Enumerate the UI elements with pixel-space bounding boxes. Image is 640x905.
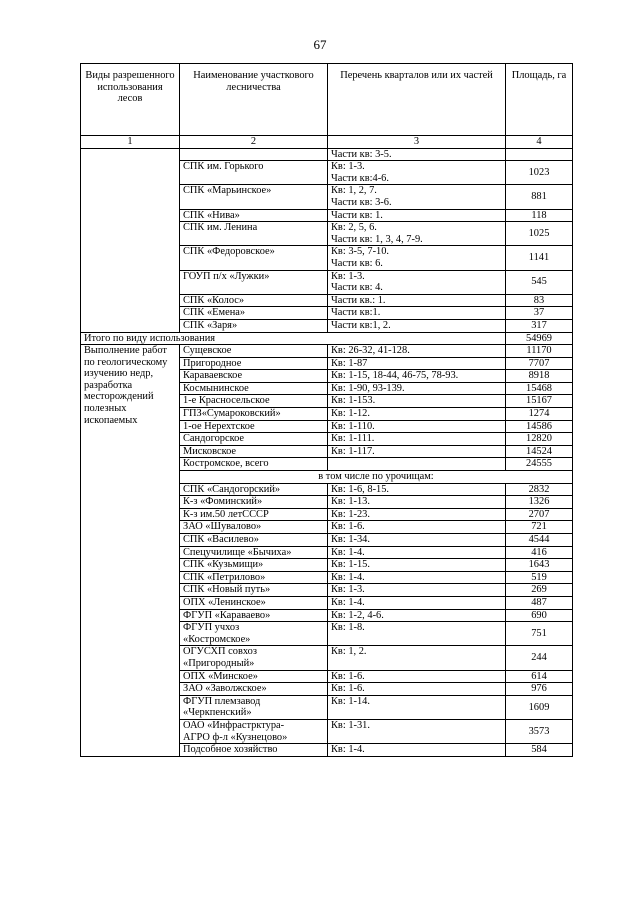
quarters-cell: Кв: 1-4. bbox=[328, 596, 506, 609]
forestry-name-cell: ЗАО «Заволжское» bbox=[180, 683, 328, 696]
area-cell: 24555 bbox=[506, 458, 573, 471]
quarters-cell: Кв: 1-153. bbox=[328, 395, 506, 408]
column-number-row bbox=[81, 136, 573, 149]
area-cell: 545 bbox=[506, 270, 573, 294]
quarters-cell bbox=[328, 458, 506, 471]
area-cell: 8918 bbox=[506, 370, 573, 383]
forestry-name-cell: СПК «Нива» bbox=[180, 209, 328, 222]
quarters-cell: Кв: 1-4. bbox=[328, 546, 506, 559]
forestry-name-cell: СПК «Емена» bbox=[180, 307, 328, 320]
quarters-cell: Кв: 1-110. bbox=[328, 420, 506, 433]
forestry-name-cell: ФГУП племзавод «Черкпенский» bbox=[180, 695, 328, 719]
area-cell: 14586 bbox=[506, 420, 573, 433]
forestry-name-cell: СПК «Петрилово» bbox=[180, 571, 328, 584]
quarters-cell: Кв: 1-6. bbox=[328, 521, 506, 534]
forestry-name-cell: К-з им.50 летСССР bbox=[180, 508, 328, 521]
area-cell: 1326 bbox=[506, 496, 573, 509]
area-cell: 15468 bbox=[506, 382, 573, 395]
quarters-cell: Кв: 1-90, 93-139. bbox=[328, 382, 506, 395]
area-cell: 11170 bbox=[506, 345, 573, 358]
area-cell: 37 bbox=[506, 307, 573, 320]
use-type-cell-continued bbox=[81, 148, 180, 332]
quarters-cell: Кв: 1-111. bbox=[328, 433, 506, 446]
quarters-cell: Кв: 26-32, 41-128. bbox=[328, 345, 506, 358]
quarters-cell: Кв: 3-5, 7-10. Части кв: 6. bbox=[328, 246, 506, 270]
forestry-name-cell: ГПЗ«Сумароковский» bbox=[180, 408, 328, 421]
forestry-name-cell: ОПХ «Ленинское» bbox=[180, 596, 328, 609]
area-cell: 118 bbox=[506, 209, 573, 222]
quarters-cell: Части кв.: 1. bbox=[328, 294, 506, 307]
area-cell: 416 bbox=[506, 546, 573, 559]
header-quarters: Перечень кварталов или их частей bbox=[328, 64, 506, 136]
quarters-cell: Кв: 1-3. Части кв:4-6. bbox=[328, 161, 506, 185]
quarters-cell: Кв: 2, 5, 6. Части кв: 1, 3, 4, 7-9. bbox=[328, 222, 506, 246]
area-cell: 3573 bbox=[506, 719, 573, 743]
column-number: 4 bbox=[506, 136, 573, 149]
area-cell: 690 bbox=[506, 609, 573, 622]
quarters-cell: Кв: 1-4. bbox=[328, 744, 506, 757]
forestry-name-cell: Сущевское bbox=[180, 345, 328, 358]
area-cell: 1025 bbox=[506, 222, 573, 246]
header-area: Площадь, га bbox=[506, 64, 573, 136]
forestry-name-cell: СПК «Колос» bbox=[180, 294, 328, 307]
area-cell: 2707 bbox=[506, 508, 573, 521]
forestry-name-cell: Караваевское bbox=[180, 370, 328, 383]
forest-use-table bbox=[80, 63, 573, 757]
quarters-cell: Кв: 1-117. bbox=[328, 445, 506, 458]
forestry-name-cell: К-з «Фоминский» bbox=[180, 496, 328, 509]
table-row bbox=[81, 148, 573, 161]
forestry-name-cell bbox=[180, 148, 328, 161]
forestry-name-cell: Мисковское bbox=[180, 445, 328, 458]
forestry-name-cell: ЗАО «Шувалово» bbox=[180, 521, 328, 534]
forestry-name-cell: СПК «Марьинское» bbox=[180, 185, 328, 209]
area-cell: 4544 bbox=[506, 534, 573, 547]
quarters-cell: Кв: 1-14. bbox=[328, 695, 506, 719]
total-value-cell: 54969 bbox=[506, 332, 573, 345]
column-number: 2 bbox=[180, 136, 328, 149]
area-cell: 721 bbox=[506, 521, 573, 534]
total-label-cell: Итого по виду использования bbox=[81, 332, 506, 345]
quarters-cell: Кв: 1-6. bbox=[328, 670, 506, 683]
quarters-cell: Кв: 1-15, 18-44, 46-75, 78-93. bbox=[328, 370, 506, 383]
area-cell: 83 bbox=[506, 294, 573, 307]
quarters-cell: Кв: 1-3. bbox=[328, 584, 506, 597]
forestry-name-cell: Костромское, всего bbox=[180, 458, 328, 471]
header-forestry-name: Наименование участкового лесничества bbox=[180, 64, 328, 136]
area-cell bbox=[506, 148, 573, 161]
quarters-cell: Кв: 1-4. bbox=[328, 571, 506, 584]
area-cell: 269 bbox=[506, 584, 573, 597]
area-cell: 1274 bbox=[506, 408, 573, 421]
area-cell: 487 bbox=[506, 596, 573, 609]
quarters-cell: Части кв:1, 2. bbox=[328, 319, 506, 332]
table-row bbox=[81, 332, 573, 345]
forestry-name-cell: Космынинское bbox=[180, 382, 328, 395]
forestry-name-cell: 1-е Красносельское bbox=[180, 395, 328, 408]
quarters-cell: Кв: 1-13. bbox=[328, 496, 506, 509]
quarters-cell: Кв: 1-6, 8-15. bbox=[328, 483, 506, 496]
area-cell: 2832 bbox=[506, 483, 573, 496]
area-cell: 317 bbox=[506, 319, 573, 332]
area-cell: 1643 bbox=[506, 559, 573, 572]
quarters-cell: Кв: 1-8. bbox=[328, 622, 506, 646]
column-number: 1 bbox=[81, 136, 180, 149]
area-cell: 519 bbox=[506, 571, 573, 584]
table-row bbox=[81, 345, 573, 358]
quarters-cell: Кв: 1-2, 4-6. bbox=[328, 609, 506, 622]
quarters-cell: Кв: 1, 2, 7. Части кв: 3-6. bbox=[328, 185, 506, 209]
area-cell: 584 bbox=[506, 744, 573, 757]
area-cell: 1609 bbox=[506, 695, 573, 719]
area-cell: 751 bbox=[506, 622, 573, 646]
quarters-cell: Кв: 1-3. Части кв: 4. bbox=[328, 270, 506, 294]
forestry-name-cell: ФГУП «Караваево» bbox=[180, 609, 328, 622]
forestry-name-cell: Подсобное хозяйство bbox=[180, 744, 328, 757]
forestry-name-cell: ОАО «Инфрастрктура- АГРО ф-л «Кузнецово» bbox=[180, 719, 328, 743]
forestry-name-cell: ФГУП учхоз «Костромское» bbox=[180, 622, 328, 646]
quarters-cell: Кв: 1-87 bbox=[328, 357, 506, 370]
use-type-cell: Выполнение работ по геологическому изучению недр, разработка месторождений полезных ископаемых bbox=[81, 345, 180, 757]
area-cell: 244 bbox=[506, 646, 573, 670]
quarters-cell: Части кв: 1. bbox=[328, 209, 506, 222]
area-cell: 1141 bbox=[506, 246, 573, 270]
forestry-name-cell: СПК «Василево» bbox=[180, 534, 328, 547]
area-cell: 14524 bbox=[506, 445, 573, 458]
forestry-name-cell: Пригородное bbox=[180, 357, 328, 370]
forestry-name-cell: СПК «Новый путь» bbox=[180, 584, 328, 597]
quarters-cell: Части кв: 3-5. bbox=[328, 148, 506, 161]
subheader-cell: в том числе по урочищам: bbox=[180, 471, 573, 484]
forestry-name-cell: ОПХ «Минское» bbox=[180, 670, 328, 683]
quarters-cell: Кв: 1-6. bbox=[328, 683, 506, 696]
forestry-name-cell: СПК «Заря» bbox=[180, 319, 328, 332]
column-number: 3 bbox=[328, 136, 506, 149]
header-use-type: Виды разрешенного использования лесов bbox=[81, 64, 180, 136]
area-cell: 7707 bbox=[506, 357, 573, 370]
forestry-name-cell: Сандогорское bbox=[180, 433, 328, 446]
quarters-cell: Части кв:1. bbox=[328, 307, 506, 320]
quarters-cell: Кв: 1-23. bbox=[328, 508, 506, 521]
quarters-cell: Кв: 1-34. bbox=[328, 534, 506, 547]
forestry-name-cell: 1-ое Нерехтское bbox=[180, 420, 328, 433]
area-cell: 12820 bbox=[506, 433, 573, 446]
quarters-cell: Кв: 1-12. bbox=[328, 408, 506, 421]
area-cell: 976 bbox=[506, 683, 573, 696]
table-header-row bbox=[81, 64, 573, 136]
quarters-cell: Кв: 1-31. bbox=[328, 719, 506, 743]
forestry-name-cell: СПК «Федоровское» bbox=[180, 246, 328, 270]
area-cell: 15167 bbox=[506, 395, 573, 408]
page-number: 67 bbox=[313, 37, 327, 52]
forestry-name-cell: Спецучилище «Бычиха» bbox=[180, 546, 328, 559]
area-cell: 614 bbox=[506, 670, 573, 683]
forestry-name-cell: ГОУП п/х «Лужки» bbox=[180, 270, 328, 294]
forestry-name-cell: СПК «Сандогорский» bbox=[180, 483, 328, 496]
forestry-name-cell: СПК им. Горького bbox=[180, 161, 328, 185]
quarters-cell: Кв: 1, 2. bbox=[328, 646, 506, 670]
area-cell: 1023 bbox=[506, 161, 573, 185]
forestry-name-cell: ОГУСХП совхоз «Пригородный» bbox=[180, 646, 328, 670]
forestry-name-cell: СПК «Кузьмищи» bbox=[180, 559, 328, 572]
quarters-cell: Кв: 1-15. bbox=[328, 559, 506, 572]
area-cell: 881 bbox=[506, 185, 573, 209]
forestry-name-cell: СПК им. Ленина bbox=[180, 222, 328, 246]
